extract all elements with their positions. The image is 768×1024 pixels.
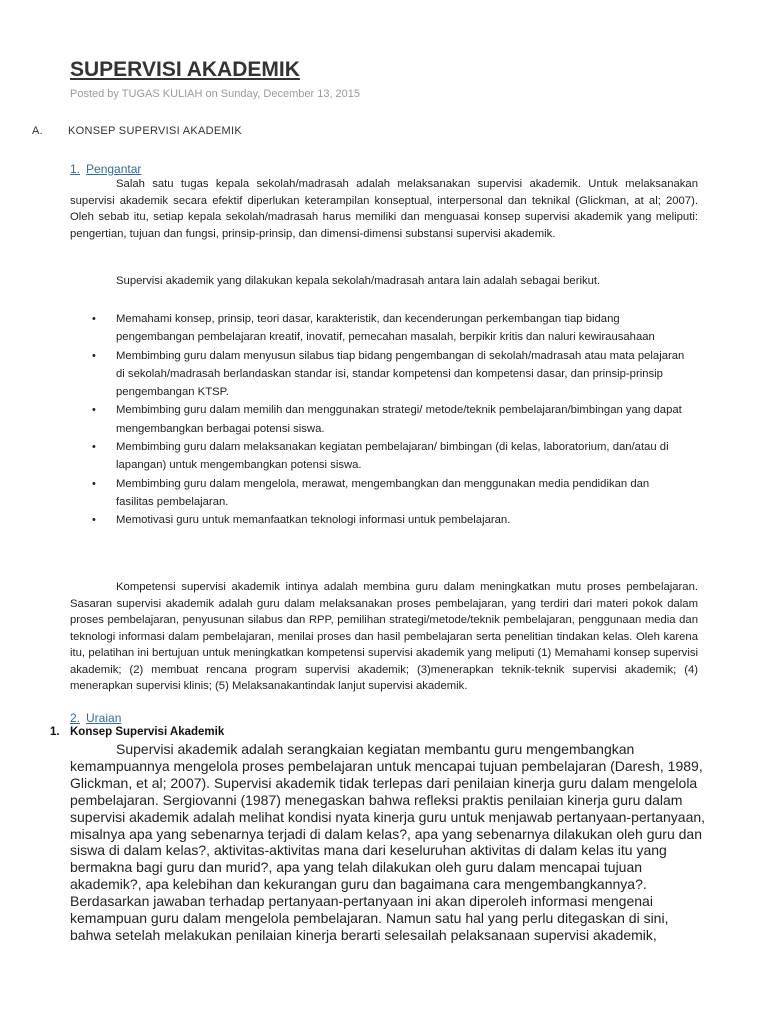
- list-item: • Membimbing guru dalam menyusun silabus tiap bidang pengembangan di sekolah/madrasah atau mata pelajaran di sekolah/madrasah berlandaskan standar isi, standar kompetensi dan kompetensi dasar, dan prinsip-prinsip pengembangan KTSP.: [88, 347, 688, 402]
- subheading-pengantar[interactable]: [70, 162, 141, 176]
- list-item: • Memahami konsep, prinsip, teori dasar, karakteristik, dan kecenderungan perkembangan tiap bidang pengembangan pembelajaran kreatif, inovatif, pemecahan masalah, berpikir kritis dan naluri kewirausahaan: [88, 310, 688, 347]
- bullet-icon: •: [92, 441, 96, 454]
- list-item: • Memotivasi guru untuk memanfaatkan teknologi informasi untuk pembelajaran.: [88, 511, 688, 529]
- post-title[interactable]: SUPERVISI AKADEMIK: [70, 58, 300, 81]
- paragraph-kompetensi: Kompetensi supervisi akademik intinya adalah membina guru dalam meningkatkan mutu proses pembelajaran. Sasaran supervisi akademik adalah guru dalam melaksanakan proses pembelajaran, yang terdiri dari materi pokok dalam proses pembelajaran, penyusunan silabus dan RPP, pemilihan strategi/metode/teknik pembelajaran, penggunaan media dan teknologi informasi dalam pembelajaran, menilai proses dan hasil pembelajaran serta penelitian tindakan kelas. Oleh karena itu, pelatihan ini bertujuan untuk meningkatkan kompetensi supervisi akademik yang meliputi (1) Memahami konsep supervisi akademik; (2) membuat rencana program supervisi akademik; (3)menerapkan teknik-teknik supervisi akademik; (4) menerapkan supervisi klinis; (5) Melaksanakantindak lanjut supervisi akademik.: [70, 581, 698, 692]
- subheading-label: Uraian: [86, 711, 122, 725]
- subheading-number: 2.: [70, 711, 81, 725]
- paragraph-lead: Supervisi akademik yang dilakukan kepala sekolah/madrasah antara lain adalah sebagai berikut.: [116, 275, 601, 287]
- subheading-label: Pengantar: [86, 162, 142, 176]
- konsep-heading: [50, 726, 224, 738]
- post-meta: Posted by TUGAS KULIAH on Sunday, December 13, 2015: [70, 88, 361, 100]
- paragraph-intro: Salah satu tugas kepala sekolah/madrasah adalah melaksanakan supervisi akademik. Untuk melaksanakan supervisi akademik secara efektif diperlukan keterampilan konseptual, interpersonal dan teknikal (Glickman, at al; 2007). Oleh sebab itu, setiap kepala sekolah/madrasah harus memiliki dan menguasai konsep supervisi akademik yang meliputi: pengertian, tujuan dan fungsi, prinsip-prinsip, dan dimensi-dimensi substansi supervisi akademik.: [70, 178, 698, 240]
- subheading-number: 1.: [70, 162, 81, 176]
- bullet-icon: •: [92, 404, 96, 417]
- list-item: • Membimbing guru dalam memilih dan menggunakan strategi/ metode/teknik pembelajaran/bimbingan yang dapat mengembangkan berbagai potensi siswa.: [88, 401, 688, 438]
- section-number: A.: [32, 125, 43, 137]
- bullet-icon: •: [92, 514, 96, 527]
- list-item: • Membimbing guru dalam melaksanakan kegiatan pembelajaran/ bimbingan (di kelas, laboratorium, dan/atau di lapangan) untuk mengembangkan potensi siswa.: [88, 438, 688, 475]
- konsep-label: Konsep Supervisi Akademik: [70, 726, 225, 738]
- bullet-list: [88, 310, 688, 530]
- bullet-icon: •: [92, 313, 96, 325]
- bullet-icon: •: [92, 349, 96, 362]
- subheading-uraian[interactable]: [70, 711, 121, 725]
- paragraph-supervisi: Supervisi akademik adalah serangkaian kegiatan membantu guru mengembangkan kemampuannya mengelola proses pembelajaran untuk mencapai tujuan pembelajaran (Daresh, 1989, Glickman, et al; 2007). Supervisi akademik tidak terlepas dari penilaian kinerja guru dalam mengelola pembelajaran. Sergiovanni (1987) menegaskan bahwa refleksi praktis penilaian kinerja guru dalam supervisi akademik adalah melihat kondisi nyata kinerja guru untuk menjawab pertanyaan-pertanyaan, misalnya apa yang sebenarnya terjadi di dalam kelas?, apa yang sebenarnya dilakukan oleh guru dan siswa di dalam kelas?, aktivitas-aktivitas mana dari keseluruhan aktivitas di dalam kelas itu yang bermakna bagi guru dan murid?, apa yang telah dilakukan oleh guru dalam mencapai tujuan akademik?, apa kelebihan dan kekurangan guru dan bagaimana cara mengembangkannya?. Berdasarkan jawaban terhadap pertanyaan-pertanyaan ini akan diperoleh informasi mengenai kemampuan guru dalam mengelola pembelajaran. Namun satu hal yang perlu ditegaskan di sini, bahwa setelah melakukan penilaian kinerja berarti selesailah pelaksanaan supervisi akademik,: [70, 741, 706, 943]
- konsep-number: 1.: [50, 726, 60, 738]
- bullet-icon: •: [92, 477, 96, 490]
- list-item: • Membimbing guru dalam mengelola, merawat, mengembangkan dan menggunakan media pendidikan dan fasilitas pembelajaran.: [88, 475, 688, 512]
- section-heading-a: [32, 125, 242, 137]
- section-label: KONSEP SUPERVISI AKADEMIK: [68, 125, 242, 137]
